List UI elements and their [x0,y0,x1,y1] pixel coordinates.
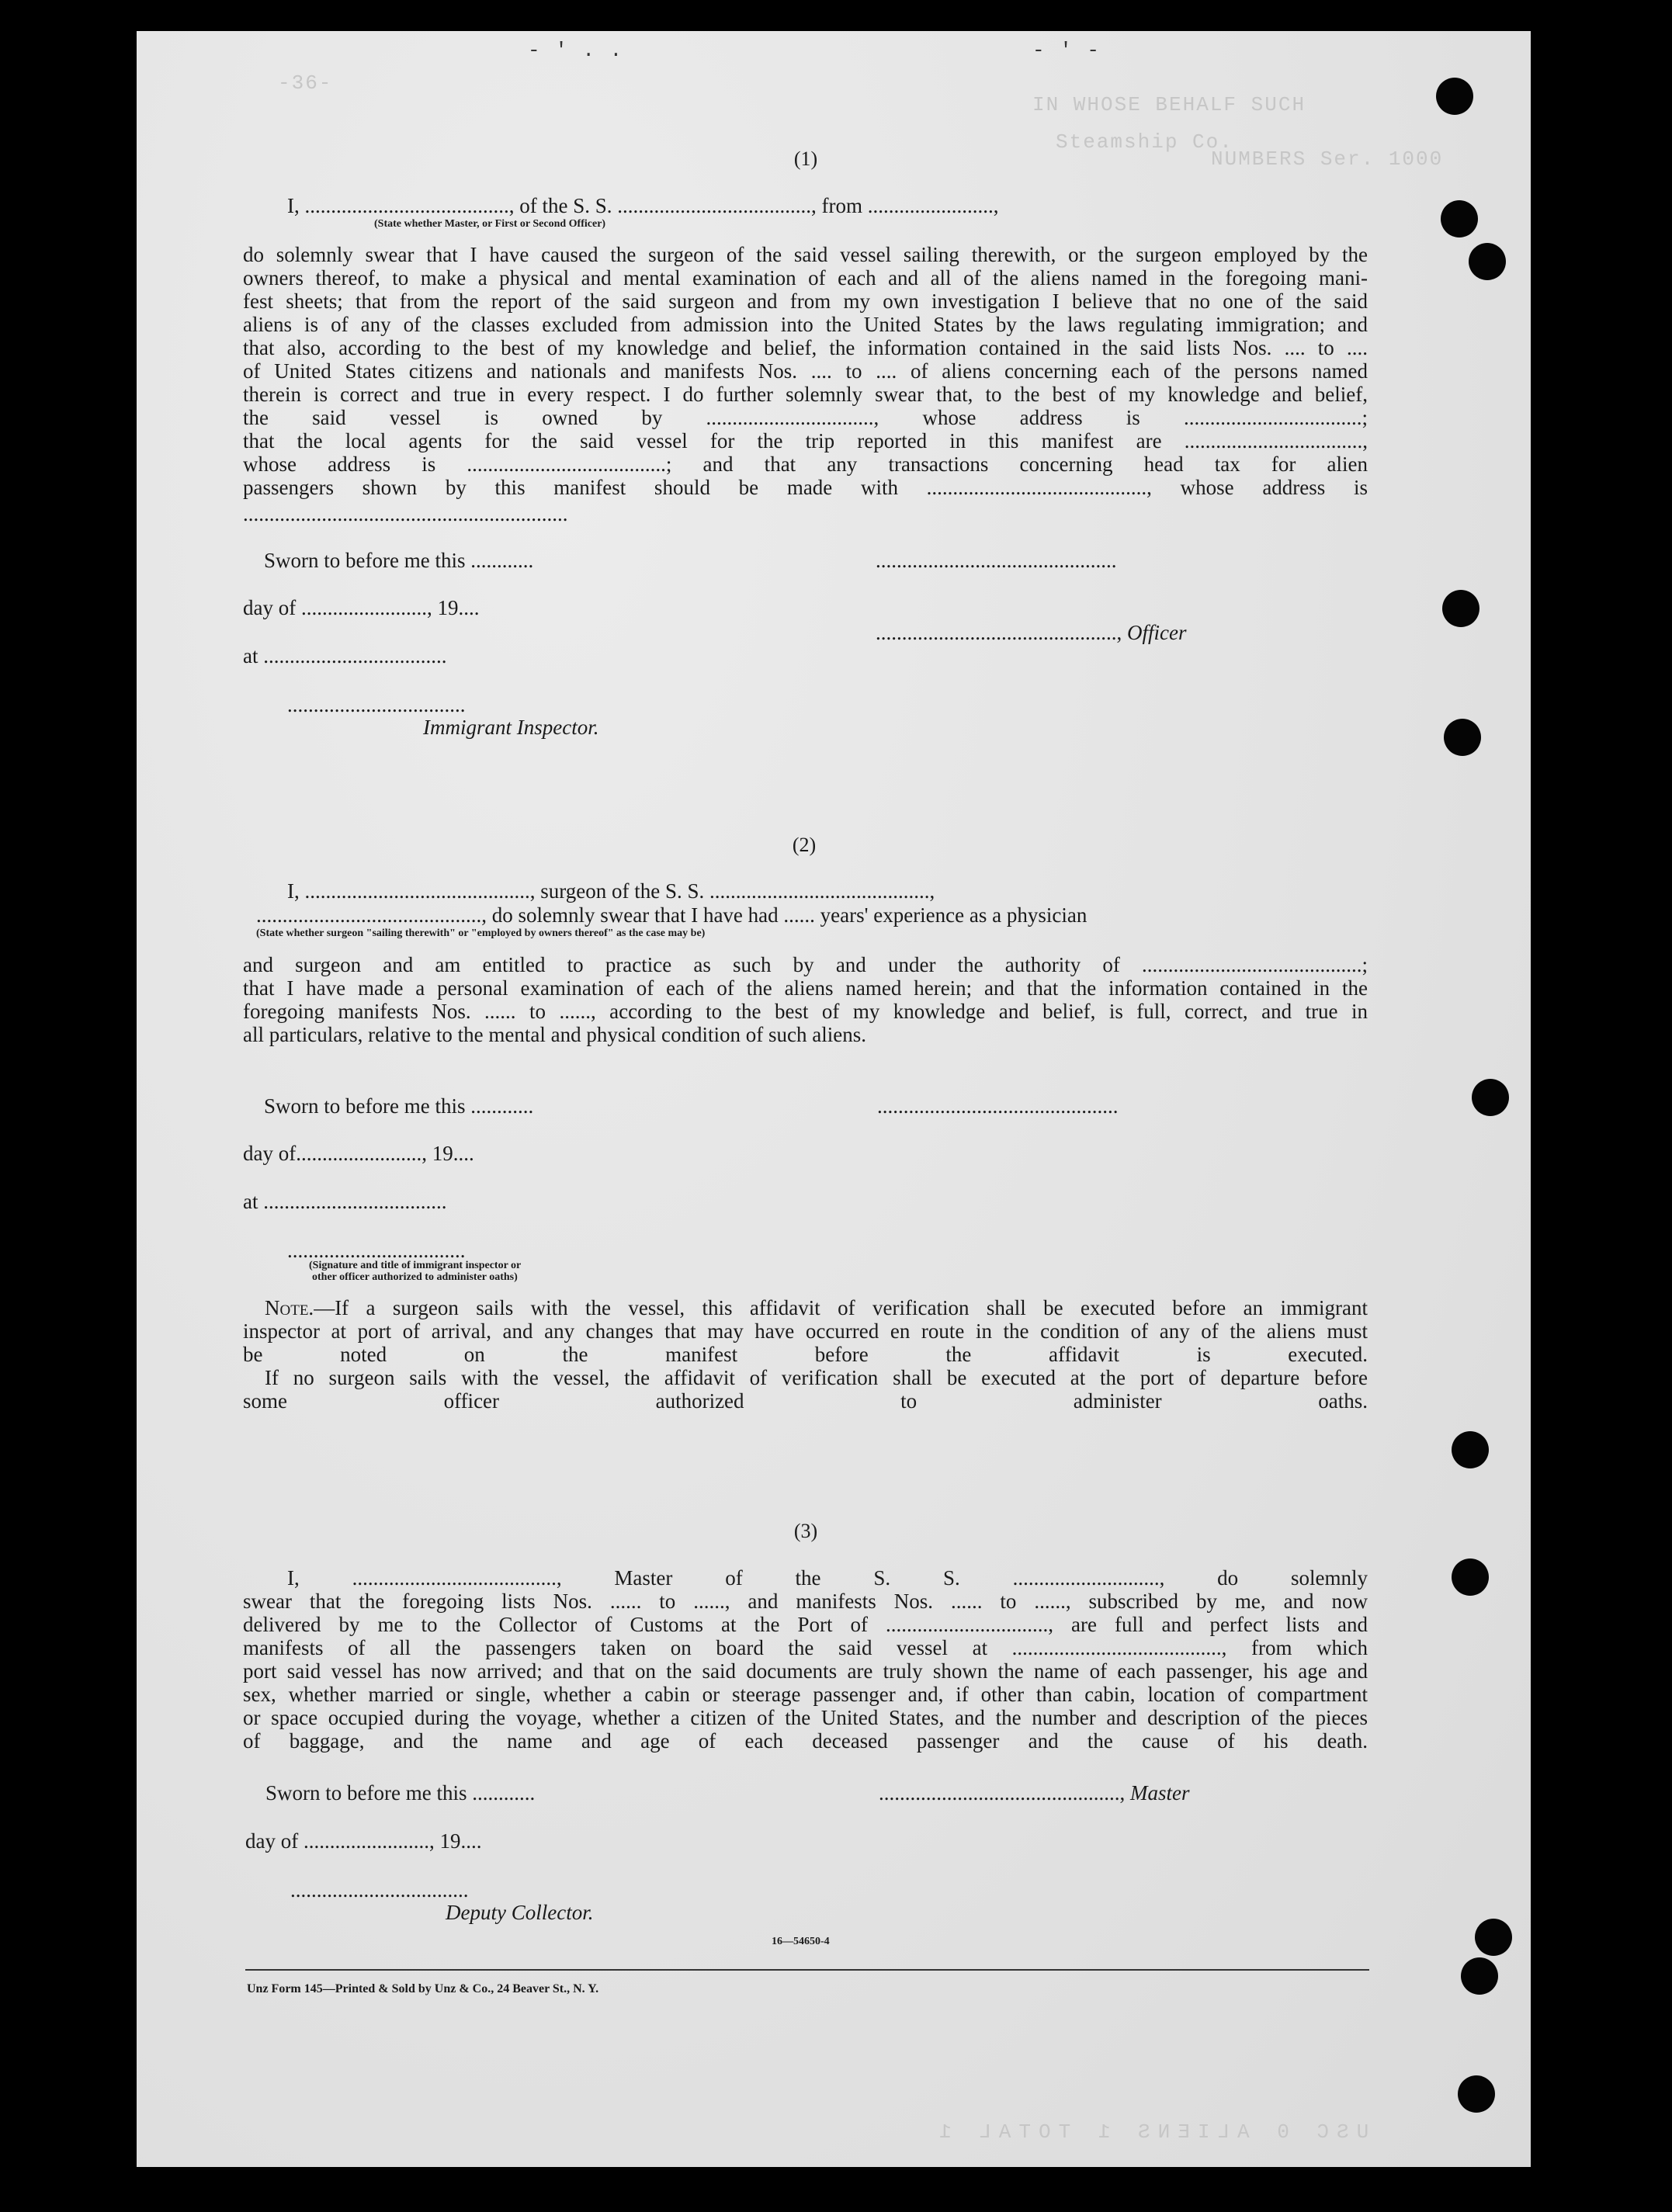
day-of-line: day of........................, 19.... [243,1142,474,1165]
inspector-title: Immigrant Inspector. [423,716,599,739]
paragraph-line: or space occupied during the voyage, whether a citizen of the United States, and the number and description of the pieces [243,1706,1368,1729]
paragraph-line: and surgeon and am entitled to practice as such by and under the authority of ..........................................; [243,953,1368,976]
signature-note: (Signature and title of immigrant inspector or [309,1260,522,1271]
paragraph-line: of baggage, and the name and age of each deceased passenger and the cause of his death. [243,1729,1368,1753]
bottom-bleed-through: USC 0 ALIENS 1 TOTAL 1 [931,2120,1369,2144]
binder-hole [1444,719,1481,756]
binder-hole [1475,1919,1512,1956]
paragraph-line: If no surgeon sails with the vessel, the affidavit of verification shall be executed at the port of departure before [265,1366,1368,1389]
paragraph-line: that also, according to the best of my knowledge and belief, the information contained in the said lists Nos. .... to .... [243,336,1368,359]
sworn-line: Sworn to before me this ............ [264,1094,534,1118]
binder-hole [1452,1431,1489,1468]
surgeon-experience-line: ..........................................., do solemnly swear that I have had ...... years' experience as a physician [256,903,1087,927]
binder-hole [1452,1558,1489,1596]
note-label: Note. [265,1296,314,1319]
master-title: Master [1130,1781,1190,1805]
binder-hole [1441,200,1478,237]
paragraph-line: do solemnly swear that I have caused the surgeon of the said vessel sailing therewith, or the surgeon employed by the [243,243,1368,266]
paragraph-line: aliens is of any of the classes excluded from admission into the United States by the laws regulating immigration; and [243,313,1368,336]
paragraph-line: manifests of all the passengers taken on board the said vessel at ........................................, from which [243,1636,1368,1659]
paragraph-line: of United States citizens and nationals and manifests Nos. .... to .... of aliens concerning each of the persons named [243,359,1368,383]
signature-note: other officer authorized to administer oaths) [312,1271,518,1283]
paragraph-line: port said vessel has now arrived; and that on the said documents are truly shown the name of each passenger, his age and [243,1659,1368,1683]
officer-dots: .............................................., [876,621,1127,644]
binder-hole [1472,1079,1509,1116]
footer-rule [245,1969,1369,1971]
section-number: (1) [793,147,818,170]
paragraph-line: be noted on the manifest before the affidavit is executed. [243,1343,1368,1366]
collector-signature-blank: .................................. [290,1878,469,1902]
day-of-line: day of ........................, 19.... [245,1829,482,1853]
bleed-through-line: IN WHOSE BEHALF SUCH [1032,93,1306,116]
affidavit-paragraph [243,243,1368,499]
vessel-from-blank: , of the S. S. ....................................., from ........................, [508,194,999,217]
bleed-through-line: Steamship Co. [1056,130,1233,154]
note-paragraph [243,1296,1368,1413]
sworn-line: Sworn to before me this ............ [265,1781,536,1805]
binder-hole [1458,2075,1495,2113]
surgeon-paragraph [243,953,1368,1046]
top-marks-right: - ' - [1032,39,1101,62]
day-of-line: day of ........................, 19.... [243,596,480,619]
master-paragraph [243,1566,1368,1753]
surgeon-line: I, ..........................................., surgeon of the S. S. .........................................., [287,879,935,903]
paragraph-line: therein is correct and true in every respect. I do further solemnly swear that, to the best of my knowledge and belief, [243,383,1368,406]
paragraph-line: the said vessel is owned by ................................, whose address is ..................................; [243,406,1368,429]
officer-rank-note: (State whether Master, or First or Second Officer) [374,218,606,230]
inspector-signature-blank: .................................. [287,693,466,716]
at-line: at ................................... [243,644,447,667]
paragraph-line: all particulars, relative to the mental and physical condition of such aliens. [243,1023,866,1046]
officer-signature-blank: .............................................. [876,549,1117,572]
master-line [879,1781,1190,1805]
paragraph-line: passengers shown by this manifest should be made with .........................................., whose address is [243,476,1368,499]
surgeon-signature-blank: .............................................. [877,1094,1119,1118]
officer-line [876,621,1186,644]
paragraph-line: owners thereof, to make a physical and mental examination of each and all of the aliens named in the foregoing mani- [243,266,1368,290]
binder-hole [1461,1957,1498,1995]
paragraph-line: sex, whether married or single, whether a cabin or steerage passenger and, if other than cabin, location of compartment [243,1683,1368,1706]
paragraph-line: some officer authorized to administer oaths. [243,1389,1368,1413]
master-dots: .............................................., [879,1781,1130,1805]
section-number: (3) [793,1520,818,1542]
paragraph-line: Note.—If a surgeon sails with the vessel, this affidavit of verification shall be executed before an immigrant [265,1296,1368,1319]
officer-title: Officer [1127,621,1187,644]
surgeon-note: (State whether surgeon "sailing therewith" or "employed by owners thereof" as the case may be) [256,927,706,939]
paragraph-line: swear that the foregoing lists Nos. ...... to ......, and manifests Nos. ...... to ......, subscribed by me, and now [243,1590,1368,1613]
printer-imprint: Unz Form 145—Printed & Sold by Unz & Co., 24 Beaver St., N. Y. [247,1982,599,1995]
at-line: at ................................... [243,1190,447,1213]
form-code: 16—54650-4 [772,1936,830,1947]
bleed-through-line: NUMBERS Ser. 1000 [1211,147,1444,171]
paragraph-line: that the local agents for the said vessel for the trip reported in this manifest are .................................., [243,429,1368,452]
collector-title: Deputy Collector. [446,1901,594,1924]
paragraph-line: foregoing manifests Nos. ...... to ......, according to the best of my knowledge and belief, is full, correct, and true in [243,1000,1368,1023]
officer-blank: I, ....................................... [287,194,509,217]
signature-blank: .................................. [287,1239,466,1262]
address-blank: .............................................................. [243,502,568,525]
binder-hole [1436,78,1473,115]
page-number: -36- [278,71,333,95]
top-marks-left: - ' . . [528,39,624,62]
binder-hole [1442,590,1479,627]
paragraph-line: whose address is ......................................; and that any transactions concerning head tax for alien [243,452,1368,476]
paragraph-line: delivered by me to the Collector of Customs at the Port of ..............................., are full and perfect lists and [243,1613,1368,1636]
paragraph-line: fest sheets; that from the report of the said surgeon and from my own investigation I believe that no one of the said [243,290,1368,313]
sworn-line: Sworn to before me this ............ [264,549,534,572]
paragraph-line: that I have made a personal examination of each of the aliens named herein; and that the information contained in the [243,976,1368,1000]
paragraph-line: inspector at port of arrival, and any changes that may have occurred en route in the condition of any of the aliens must [243,1319,1368,1343]
affidavit-first-line [287,194,999,217]
paragraph-line: I, ......................................., Master of the S. S. ............................, do solemnly [287,1566,1368,1590]
section-number: (2) [792,834,817,856]
binder-hole [1469,243,1506,280]
